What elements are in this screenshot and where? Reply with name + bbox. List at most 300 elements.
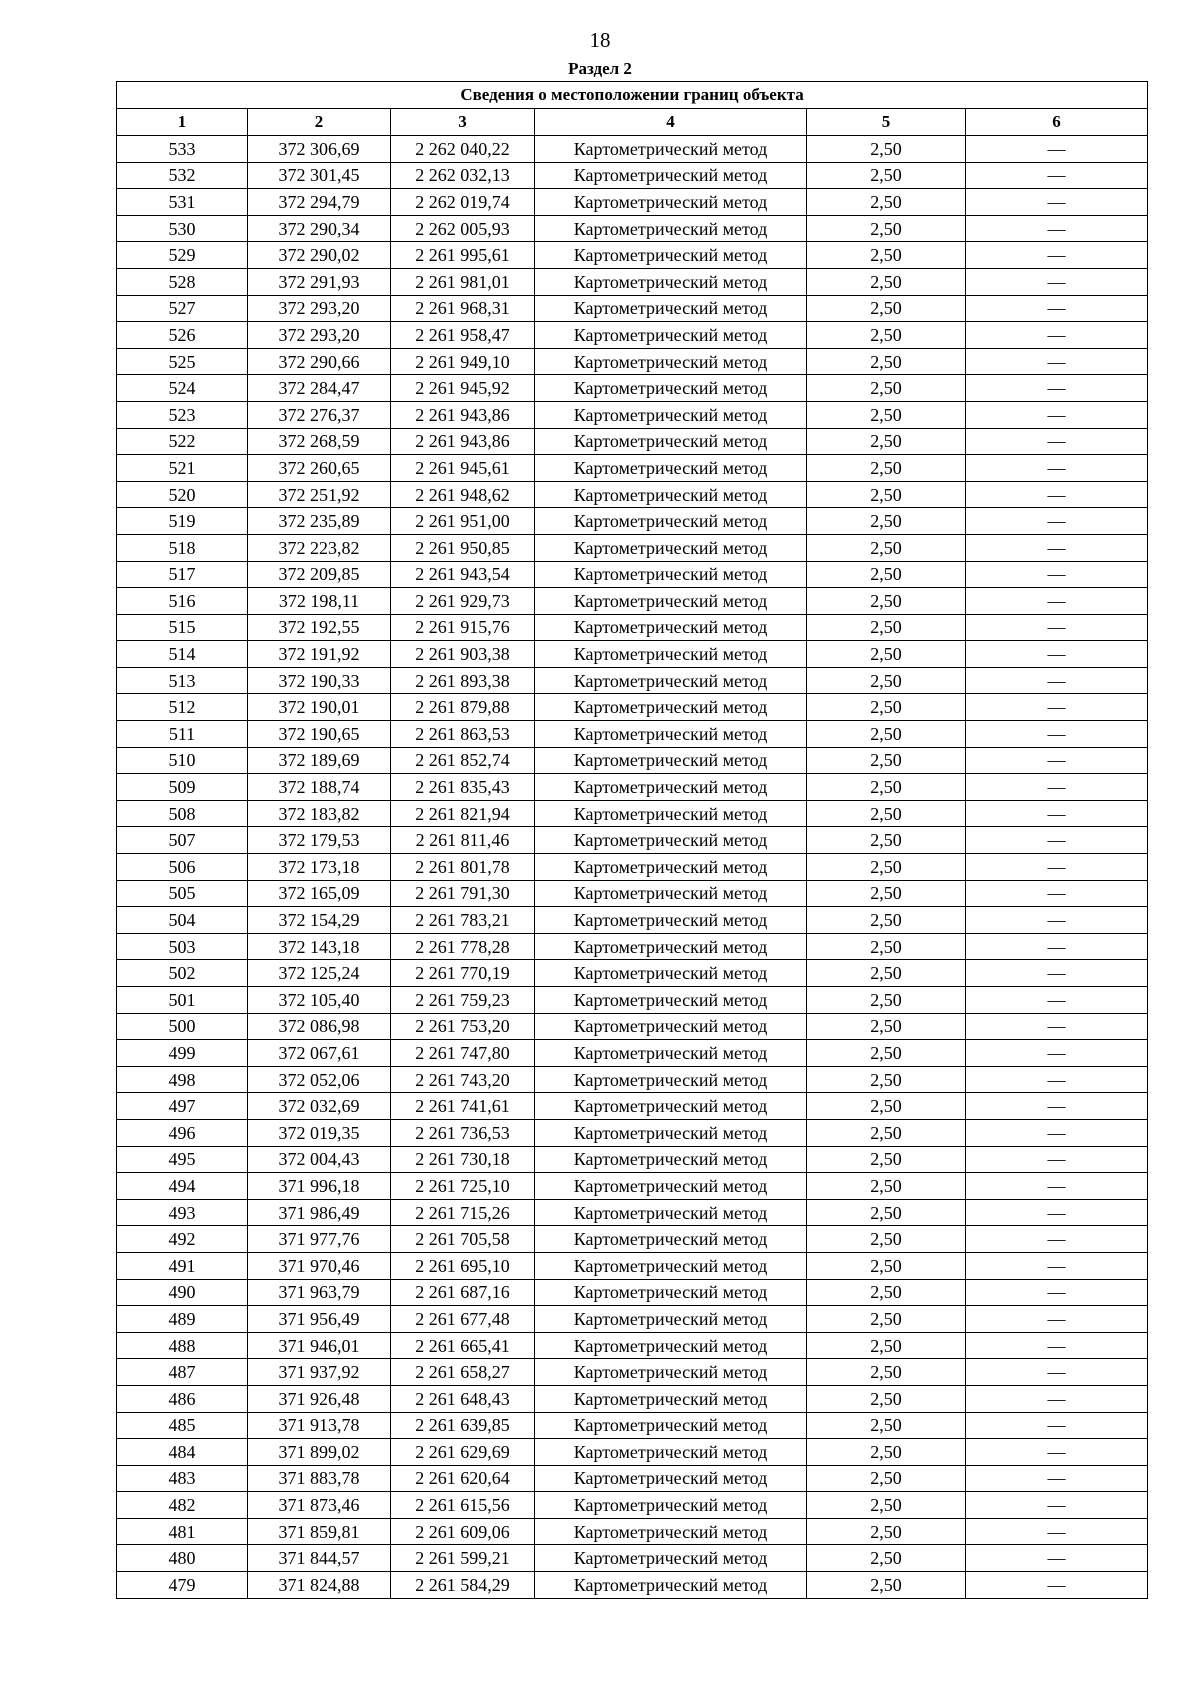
x-coordinate-cell: 372 190,01: [248, 694, 391, 721]
column-number: 6: [966, 109, 1148, 136]
method-cell: Картометрический метод: [535, 747, 807, 774]
table-row: [117, 1545, 1148, 1572]
accuracy-cell: 2,50: [807, 455, 966, 482]
y-coordinate-cell: 2 261 863,53: [391, 721, 535, 748]
point-number-cell: 486: [117, 1385, 248, 1412]
accuracy-cell: 2,50: [807, 215, 966, 242]
y-coordinate-cell: 2 261 753,20: [391, 1013, 535, 1040]
x-coordinate-cell: 371 899,02: [248, 1439, 391, 1466]
x-coordinate-cell: 371 963,79: [248, 1279, 391, 1306]
description-cell: —: [966, 588, 1148, 615]
accuracy-cell: 2,50: [807, 1492, 966, 1519]
point-number-cell: 480: [117, 1545, 248, 1572]
description-cell: —: [966, 1465, 1148, 1492]
accuracy-cell: 2,50: [807, 242, 966, 269]
accuracy-cell: 2,50: [807, 827, 966, 854]
point-number-cell: 503: [117, 933, 248, 960]
y-coordinate-cell: 2 261 730,18: [391, 1146, 535, 1173]
method-cell: Картометрический метод: [535, 614, 807, 641]
point-number-cell: 531: [117, 189, 248, 216]
y-coordinate-cell: 2 261 948,62: [391, 481, 535, 508]
method-cell: Картометрический метод: [535, 1385, 807, 1412]
accuracy-cell: 2,50: [807, 534, 966, 561]
accuracy-cell: 2,50: [807, 880, 966, 907]
description-cell: —: [966, 136, 1148, 163]
point-number-cell: 504: [117, 907, 248, 934]
method-cell: Картометрический метод: [535, 348, 807, 375]
column-number: 4: [535, 109, 807, 136]
point-number-cell: 522: [117, 428, 248, 455]
table-row: [117, 1093, 1148, 1120]
description-cell: —: [966, 215, 1148, 242]
accuracy-cell: 2,50: [807, 1199, 966, 1226]
accuracy-cell: 2,50: [807, 1412, 966, 1439]
point-number-cell: 492: [117, 1226, 248, 1253]
y-coordinate-cell: 2 261 801,78: [391, 854, 535, 881]
accuracy-cell: 2,50: [807, 907, 966, 934]
y-coordinate-cell: 2 261 677,48: [391, 1306, 535, 1333]
table-row: [117, 1279, 1148, 1306]
column-number-row: [117, 109, 1148, 136]
description-cell: —: [966, 1279, 1148, 1306]
point-number-cell: 509: [117, 774, 248, 801]
method-cell: Картометрический метод: [535, 1492, 807, 1519]
table-row: [117, 1013, 1148, 1040]
table-row: [117, 800, 1148, 827]
y-coordinate-cell: 2 261 743,20: [391, 1066, 535, 1093]
accuracy-cell: 2,50: [807, 1439, 966, 1466]
method-cell: Картометрический метод: [535, 1439, 807, 1466]
accuracy-cell: 2,50: [807, 721, 966, 748]
accuracy-cell: 2,50: [807, 1146, 966, 1173]
x-coordinate-cell: 372 105,40: [248, 987, 391, 1014]
table-row: [117, 641, 1148, 668]
method-cell: Картометрический метод: [535, 534, 807, 561]
x-coordinate-cell: 372 188,74: [248, 774, 391, 801]
accuracy-cell: 2,50: [807, 428, 966, 455]
description-cell: —: [966, 907, 1148, 934]
table-caption-row: [117, 82, 1148, 109]
point-number-cell: 481: [117, 1518, 248, 1545]
y-coordinate-cell: 2 261 950,85: [391, 534, 535, 561]
x-coordinate-cell: 371 970,46: [248, 1252, 391, 1279]
y-coordinate-cell: 2 261 725,10: [391, 1173, 535, 1200]
x-coordinate-cell: 371 946,01: [248, 1332, 391, 1359]
point-number-cell: 529: [117, 242, 248, 269]
method-cell: Картометрический метод: [535, 162, 807, 189]
method-cell: Картометрический метод: [535, 242, 807, 269]
x-coordinate-cell: 372 191,92: [248, 641, 391, 668]
description-cell: —: [966, 455, 1148, 482]
point-number-cell: 533: [117, 136, 248, 163]
description-cell: —: [966, 694, 1148, 721]
x-coordinate-cell: 372 291,93: [248, 268, 391, 295]
y-coordinate-cell: 2 261 943,86: [391, 401, 535, 428]
x-coordinate-cell: 371 913,78: [248, 1412, 391, 1439]
point-number-cell: 524: [117, 375, 248, 402]
x-coordinate-cell: 372 086,98: [248, 1013, 391, 1040]
description-cell: —: [966, 1332, 1148, 1359]
description-cell: —: [966, 960, 1148, 987]
table-row: [117, 1119, 1148, 1146]
description-cell: —: [966, 1572, 1148, 1599]
point-number-cell: 519: [117, 508, 248, 535]
point-number-cell: 505: [117, 880, 248, 907]
description-cell: —: [966, 1173, 1148, 1200]
y-coordinate-cell: 2 261 945,92: [391, 375, 535, 402]
y-coordinate-cell: 2 262 019,74: [391, 189, 535, 216]
method-cell: Картометрический метод: [535, 322, 807, 349]
accuracy-cell: 2,50: [807, 1226, 966, 1253]
point-number-cell: 515: [117, 614, 248, 641]
point-number-cell: 494: [117, 1173, 248, 1200]
point-number-cell: 512: [117, 694, 248, 721]
table-row: [117, 481, 1148, 508]
y-coordinate-cell: 2 262 040,22: [391, 136, 535, 163]
x-coordinate-cell: 371 873,46: [248, 1492, 391, 1519]
description-cell: —: [966, 774, 1148, 801]
point-number-cell: 482: [117, 1492, 248, 1519]
method-cell: Картометрический метод: [535, 268, 807, 295]
x-coordinate-cell: 372 019,35: [248, 1119, 391, 1146]
point-number-cell: 520: [117, 481, 248, 508]
table-row: [117, 1572, 1148, 1599]
table-row: [117, 1359, 1148, 1386]
table-row: [117, 1173, 1148, 1200]
table-body: [117, 136, 1148, 1599]
y-coordinate-cell: 2 261 705,58: [391, 1226, 535, 1253]
x-coordinate-cell: 372 183,82: [248, 800, 391, 827]
point-number-cell: 526: [117, 322, 248, 349]
x-coordinate-cell: 372 235,89: [248, 508, 391, 535]
y-coordinate-cell: 2 261 835,43: [391, 774, 535, 801]
x-coordinate-cell: 371 883,78: [248, 1465, 391, 1492]
y-coordinate-cell: 2 261 620,64: [391, 1465, 535, 1492]
y-coordinate-cell: 2 261 995,61: [391, 242, 535, 269]
accuracy-cell: 2,50: [807, 1518, 966, 1545]
method-cell: Картометрический метод: [535, 1572, 807, 1599]
method-cell: Картометрический метод: [535, 1518, 807, 1545]
method-cell: Картометрический метод: [535, 933, 807, 960]
table-row: [117, 827, 1148, 854]
method-cell: Картометрический метод: [535, 1013, 807, 1040]
description-cell: —: [966, 401, 1148, 428]
accuracy-cell: 2,50: [807, 295, 966, 322]
table-row: [117, 348, 1148, 375]
point-number-cell: 497: [117, 1093, 248, 1120]
table-row: [117, 1439, 1148, 1466]
accuracy-cell: 2,50: [807, 614, 966, 641]
description-cell: —: [966, 1518, 1148, 1545]
table-row: [117, 1412, 1148, 1439]
column-number: 3: [391, 109, 535, 136]
table-row: [117, 960, 1148, 987]
x-coordinate-cell: 372 165,09: [248, 880, 391, 907]
accuracy-cell: 2,50: [807, 667, 966, 694]
accuracy-cell: 2,50: [807, 1119, 966, 1146]
description-cell: —: [966, 481, 1148, 508]
table-row: [117, 561, 1148, 588]
method-cell: Картометрический метод: [535, 1199, 807, 1226]
x-coordinate-cell: 372 067,61: [248, 1040, 391, 1067]
accuracy-cell: 2,50: [807, 1013, 966, 1040]
table-caption: Сведения о местоположении границ объекта: [117, 82, 1148, 109]
table-row: [117, 1252, 1148, 1279]
boundary-coordinates-table: [116, 81, 1148, 1599]
point-number-cell: 491: [117, 1252, 248, 1279]
method-cell: Картометрический метод: [535, 854, 807, 881]
description-cell: —: [966, 1492, 1148, 1519]
method-cell: Картометрический метод: [535, 1252, 807, 1279]
method-cell: Картометрический метод: [535, 960, 807, 987]
x-coordinate-cell: 372 260,65: [248, 455, 391, 482]
point-number-cell: 511: [117, 721, 248, 748]
table-row: [117, 1066, 1148, 1093]
x-coordinate-cell: 372 209,85: [248, 561, 391, 588]
table-row: [117, 162, 1148, 189]
table-row: [117, 375, 1148, 402]
y-coordinate-cell: 2 261 915,76: [391, 614, 535, 641]
point-number-cell: 530: [117, 215, 248, 242]
y-coordinate-cell: 2 261 968,31: [391, 295, 535, 322]
accuracy-cell: 2,50: [807, 561, 966, 588]
description-cell: —: [966, 1146, 1148, 1173]
x-coordinate-cell: 372 192,55: [248, 614, 391, 641]
table-row: [117, 1385, 1148, 1412]
column-number: 2: [248, 109, 391, 136]
method-cell: Картометрический метод: [535, 455, 807, 482]
x-coordinate-cell: 372 154,29: [248, 907, 391, 934]
point-number-cell: 513: [117, 667, 248, 694]
y-coordinate-cell: 2 261 759,23: [391, 987, 535, 1014]
point-number-cell: 501: [117, 987, 248, 1014]
method-cell: Картометрический метод: [535, 1066, 807, 1093]
table-row: [117, 1492, 1148, 1519]
point-number-cell: 532: [117, 162, 248, 189]
description-cell: —: [966, 1119, 1148, 1146]
table-row: [117, 242, 1148, 269]
x-coordinate-cell: 372 284,47: [248, 375, 391, 402]
x-coordinate-cell: 372 290,66: [248, 348, 391, 375]
point-number-cell: 517: [117, 561, 248, 588]
point-number-cell: 487: [117, 1359, 248, 1386]
description-cell: —: [966, 534, 1148, 561]
method-cell: Картометрический метод: [535, 1146, 807, 1173]
description-cell: —: [966, 1439, 1148, 1466]
y-coordinate-cell: 2 261 893,38: [391, 667, 535, 694]
description-cell: —: [966, 1066, 1148, 1093]
point-number-cell: 508: [117, 800, 248, 827]
point-number-cell: 500: [117, 1013, 248, 1040]
accuracy-cell: 2,50: [807, 136, 966, 163]
method-cell: Картометрический метод: [535, 827, 807, 854]
accuracy-cell: 2,50: [807, 1252, 966, 1279]
point-number-cell: 523: [117, 401, 248, 428]
description-cell: —: [966, 268, 1148, 295]
y-coordinate-cell: 2 261 929,73: [391, 588, 535, 615]
method-cell: Картометрический метод: [535, 136, 807, 163]
accuracy-cell: 2,50: [807, 588, 966, 615]
table-row: [117, 189, 1148, 216]
table-row: [117, 1199, 1148, 1226]
method-cell: Картометрический метод: [535, 1226, 807, 1253]
table-row: [117, 588, 1148, 615]
method-cell: Картометрический метод: [535, 1040, 807, 1067]
accuracy-cell: 2,50: [807, 1359, 966, 1386]
column-number: 1: [117, 109, 248, 136]
table-row: [117, 694, 1148, 721]
point-number-cell: 496: [117, 1119, 248, 1146]
x-coordinate-cell: 372 276,37: [248, 401, 391, 428]
table-row: [117, 136, 1148, 163]
description-cell: —: [966, 428, 1148, 455]
table-row: [117, 401, 1148, 428]
accuracy-cell: 2,50: [807, 189, 966, 216]
table-row: [117, 508, 1148, 535]
accuracy-cell: 2,50: [807, 322, 966, 349]
method-cell: Картометрический метод: [535, 694, 807, 721]
accuracy-cell: 2,50: [807, 747, 966, 774]
point-number-cell: 518: [117, 534, 248, 561]
y-coordinate-cell: 2 261 687,16: [391, 1279, 535, 1306]
table-row: [117, 295, 1148, 322]
accuracy-cell: 2,50: [807, 960, 966, 987]
y-coordinate-cell: 2 261 778,28: [391, 933, 535, 960]
x-coordinate-cell: 371 986,49: [248, 1199, 391, 1226]
method-cell: Картометрический метод: [535, 1332, 807, 1359]
table-row: [117, 1518, 1148, 1545]
point-number-cell: 484: [117, 1439, 248, 1466]
x-coordinate-cell: 371 824,88: [248, 1572, 391, 1599]
y-coordinate-cell: 2 261 639,85: [391, 1412, 535, 1439]
y-coordinate-cell: 2 261 741,61: [391, 1093, 535, 1120]
description-cell: —: [966, 1013, 1148, 1040]
x-coordinate-cell: 371 859,81: [248, 1518, 391, 1545]
point-number-cell: 498: [117, 1066, 248, 1093]
x-coordinate-cell: 372 198,11: [248, 588, 391, 615]
method-cell: Картометрический метод: [535, 721, 807, 748]
description-cell: —: [966, 322, 1148, 349]
accuracy-cell: 2,50: [807, 401, 966, 428]
point-number-cell: 495: [117, 1146, 248, 1173]
table-row: [117, 455, 1148, 482]
method-cell: Картометрический метод: [535, 481, 807, 508]
point-number-cell: 499: [117, 1040, 248, 1067]
description-cell: —: [966, 295, 1148, 322]
accuracy-cell: 2,50: [807, 1572, 966, 1599]
accuracy-cell: 2,50: [807, 162, 966, 189]
description-cell: —: [966, 987, 1148, 1014]
accuracy-cell: 2,50: [807, 641, 966, 668]
y-coordinate-cell: 2 261 852,74: [391, 747, 535, 774]
point-number-cell: 488: [117, 1332, 248, 1359]
method-cell: Картометрический метод: [535, 1279, 807, 1306]
x-coordinate-cell: 371 926,48: [248, 1385, 391, 1412]
description-cell: —: [966, 1385, 1148, 1412]
method-cell: Картометрический метод: [535, 295, 807, 322]
x-coordinate-cell: 372 179,53: [248, 827, 391, 854]
y-coordinate-cell: 2 261 903,38: [391, 641, 535, 668]
accuracy-cell: 2,50: [807, 694, 966, 721]
x-coordinate-cell: 372 306,69: [248, 136, 391, 163]
description-cell: —: [966, 800, 1148, 827]
table-row: [117, 268, 1148, 295]
accuracy-cell: 2,50: [807, 268, 966, 295]
x-coordinate-cell: 371 996,18: [248, 1173, 391, 1200]
accuracy-cell: 2,50: [807, 987, 966, 1014]
point-number-cell: 485: [117, 1412, 248, 1439]
method-cell: Картометрический метод: [535, 1306, 807, 1333]
point-number-cell: 479: [117, 1572, 248, 1599]
accuracy-cell: 2,50: [807, 1465, 966, 1492]
table-row: [117, 987, 1148, 1014]
page-number: 18: [589, 28, 611, 52]
point-number-cell: 502: [117, 960, 248, 987]
table-row: [117, 933, 1148, 960]
y-coordinate-cell: 2 261 609,06: [391, 1518, 535, 1545]
accuracy-cell: 2,50: [807, 1385, 966, 1412]
x-coordinate-cell: 371 977,76: [248, 1226, 391, 1253]
method-cell: Картометрический метод: [535, 800, 807, 827]
accuracy-cell: 2,50: [807, 481, 966, 508]
description-cell: —: [966, 375, 1148, 402]
table-row: [117, 907, 1148, 934]
y-coordinate-cell: 2 261 783,21: [391, 907, 535, 934]
point-number-cell: 525: [117, 348, 248, 375]
x-coordinate-cell: 372 052,06: [248, 1066, 391, 1093]
method-cell: Картометрический метод: [535, 215, 807, 242]
x-coordinate-cell: 372 223,82: [248, 534, 391, 561]
method-cell: Картометрический метод: [535, 561, 807, 588]
point-number-cell: 514: [117, 641, 248, 668]
method-cell: Картометрический метод: [535, 1173, 807, 1200]
x-coordinate-cell: 372 004,43: [248, 1146, 391, 1173]
accuracy-cell: 2,50: [807, 508, 966, 535]
description-cell: —: [966, 1040, 1148, 1067]
x-coordinate-cell: 372 251,92: [248, 481, 391, 508]
description-cell: —: [966, 348, 1148, 375]
y-coordinate-cell: 2 261 615,56: [391, 1492, 535, 1519]
y-coordinate-cell: 2 261 945,61: [391, 455, 535, 482]
table-row: [117, 1332, 1148, 1359]
x-coordinate-cell: 372 125,24: [248, 960, 391, 987]
method-cell: Картометрический метод: [535, 1093, 807, 1120]
y-coordinate-cell: 2 261 949,10: [391, 348, 535, 375]
description-cell: —: [966, 1359, 1148, 1386]
description-cell: —: [966, 1545, 1148, 1572]
x-coordinate-cell: 372 290,34: [248, 215, 391, 242]
y-coordinate-cell: 2 261 736,53: [391, 1119, 535, 1146]
method-cell: Картометрический метод: [535, 667, 807, 694]
y-coordinate-cell: 2 261 658,27: [391, 1359, 535, 1386]
accuracy-cell: 2,50: [807, 1093, 966, 1120]
table-row: [117, 721, 1148, 748]
accuracy-cell: 2,50: [807, 348, 966, 375]
description-cell: —: [966, 561, 1148, 588]
method-cell: Картометрический метод: [535, 1412, 807, 1439]
description-cell: —: [966, 1252, 1148, 1279]
y-coordinate-cell: 2 261 879,88: [391, 694, 535, 721]
x-coordinate-cell: 372 268,59: [248, 428, 391, 455]
x-coordinate-cell: 372 190,33: [248, 667, 391, 694]
method-cell: Картометрический метод: [535, 189, 807, 216]
method-cell: Картометрический метод: [535, 375, 807, 402]
y-coordinate-cell: 2 261 981,01: [391, 268, 535, 295]
method-cell: Картометрический метод: [535, 428, 807, 455]
method-cell: Картометрический метод: [535, 987, 807, 1014]
point-number-cell: 521: [117, 455, 248, 482]
x-coordinate-cell: 372 173,18: [248, 854, 391, 881]
